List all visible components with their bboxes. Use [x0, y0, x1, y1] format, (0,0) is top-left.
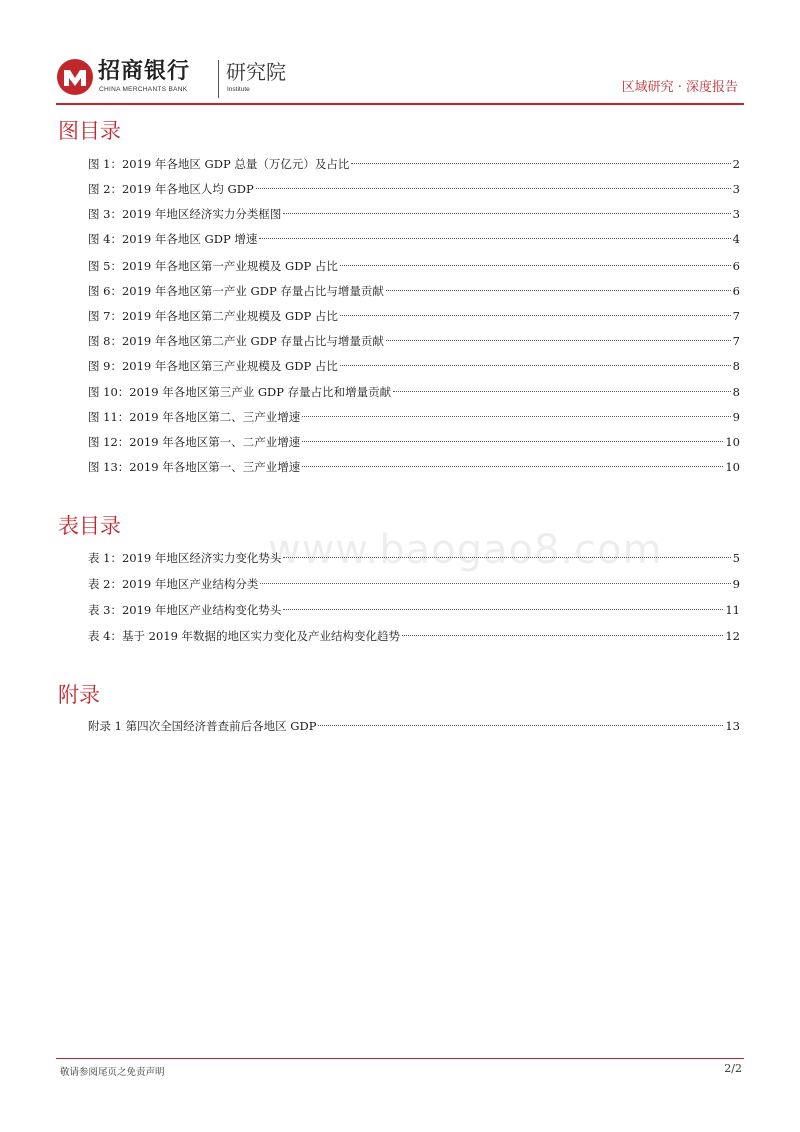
figures-toc-title: 图目录 — [58, 119, 121, 143]
toc-entry-label: 图 12：2019 年各地区第一、二产业增速 — [88, 435, 301, 449]
cmb-logo-icon — [56, 58, 94, 96]
report-type: 区域研究 · 深度报告 — [621, 80, 738, 95]
toc-entry-label: 图 2：2019 年各地区人均 GDP — [88, 182, 254, 196]
dot-leader — [256, 188, 731, 189]
toc-entry-page: 7 — [732, 309, 740, 323]
toc-entry-page: 12 — [725, 629, 740, 643]
toc-entry-page: 2 — [732, 157, 740, 171]
dot-leader — [260, 583, 730, 584]
figure-toc-entry[interactable] — [88, 332, 740, 350]
toc-entry-page: 7 — [732, 334, 740, 348]
figure-toc-entry[interactable] — [88, 282, 740, 300]
appendix-toc-title: 附录 — [58, 683, 100, 707]
footer-rule — [56, 1058, 744, 1059]
figure-toc-entry[interactable] — [88, 357, 740, 375]
dot-leader — [259, 238, 730, 239]
toc-entry-page: 9 — [732, 410, 740, 424]
toc-entry-page: 10 — [725, 435, 740, 449]
header-rule — [56, 103, 744, 105]
toc-entry-label: 图 8：2019 年各地区第二产业 GDP 存量占比与增量贡献 — [88, 334, 384, 348]
toc-entry-label: 图 4：2019 年各地区 GDP 增速 — [88, 232, 258, 246]
toc-entry-page: 6 — [732, 284, 740, 298]
dot-leader — [302, 466, 723, 467]
toc-entry-label: 表 3：2019 年地区产业结构变化势头 — [88, 603, 282, 617]
brand-name-en: CHINA MERCHANTS BANK — [99, 86, 188, 93]
dot-leader — [340, 265, 731, 266]
figure-toc-entry[interactable] — [88, 458, 740, 476]
figure-toc-entry[interactable] — [88, 433, 740, 451]
toc-entry-label: 图 1：2019 年各地区 GDP 总量（万亿元）及占比 — [88, 157, 350, 171]
figure-toc-entry[interactable] — [88, 307, 740, 325]
dot-leader — [283, 213, 730, 214]
figure-toc-entry[interactable] — [88, 408, 740, 426]
toc-entry-page: 9 — [732, 577, 740, 591]
institute-name: 研究院 — [226, 60, 286, 84]
dot-leader — [393, 391, 731, 392]
toc-entry-label: 图 6：2019 年各地区第一产业 GDP 存量占比与增量贡献 — [88, 284, 384, 298]
figure-toc-entry[interactable] — [88, 257, 740, 275]
appendix-toc-entry[interactable] — [88, 717, 740, 735]
dot-leader — [386, 340, 731, 341]
dot-leader — [402, 635, 723, 636]
dot-leader — [302, 416, 730, 417]
table-toc-entry[interactable] — [88, 549, 740, 567]
figure-toc-entry[interactable] — [88, 205, 740, 223]
toc-entry-page: 4 — [732, 232, 740, 246]
header-divider — [218, 60, 219, 98]
page-number: 2/2 — [724, 1062, 742, 1075]
table-toc-entry[interactable] — [88, 627, 740, 645]
toc-entry-page: 3 — [732, 207, 740, 221]
tables-toc-title: 表目录 — [58, 514, 121, 538]
toc-entry-label: 图 11：2019 年各地区第二、三产业增速 — [88, 410, 301, 424]
toc-entry-page: 6 — [732, 259, 740, 273]
table-toc-entry[interactable] — [88, 601, 740, 619]
toc-entry-page: 5 — [732, 551, 740, 565]
page-header — [56, 58, 744, 104]
toc-entry-label: 图 7：2019 年各地区第二产业规模及 GDP 占比 — [88, 309, 338, 323]
toc-entry-page: 8 — [732, 359, 740, 373]
figure-toc-entry[interactable] — [88, 155, 740, 173]
toc-entry-label: 图 5：2019 年各地区第一产业规模及 GDP 占比 — [88, 259, 338, 273]
toc-entry-page: 10 — [725, 460, 740, 474]
toc-entry-label: 表 2：2019 年地区产业结构分类 — [88, 577, 259, 591]
disclaimer-note: 敬请参阅尾页之免责声明 — [60, 1067, 165, 1078]
dot-leader — [386, 290, 731, 291]
dot-leader — [283, 609, 723, 610]
table-toc-entry[interactable] — [88, 575, 740, 593]
dot-leader — [283, 557, 730, 558]
dot-leader — [318, 725, 723, 726]
watermark: www.baogao8.com — [268, 527, 663, 573]
brand-name: 招商银行 — [98, 59, 191, 84]
toc-entry-page: 13 — [725, 719, 740, 733]
toc-entry-label: 图 10：2019 年各地区第三产业 GDP 存量占比和增量贡献 — [88, 385, 392, 399]
dot-leader — [340, 365, 731, 366]
toc-entry-page: 8 — [732, 385, 740, 399]
dot-leader — [340, 315, 731, 316]
toc-entry-label: 图 13：2019 年各地区第一、三产业增速 — [88, 460, 301, 474]
toc-entry-page: 11 — [725, 603, 740, 617]
toc-entry-label: 图 3：2019 年地区经济实力分类框图 — [88, 207, 282, 221]
dot-leader — [351, 163, 730, 164]
toc-entry-label: 图 9：2019 年各地区第三产业规模及 GDP 占比 — [88, 359, 338, 373]
figure-toc-entry[interactable] — [88, 180, 740, 198]
toc-entry-label: 表 4：基于 2019 年数据的地区实力变化及产业结构变化趋势 — [88, 629, 401, 643]
figure-toc-entry[interactable] — [88, 383, 740, 401]
dot-leader — [302, 441, 723, 442]
institute-name-en: Institute — [227, 86, 250, 93]
toc-entry-label: 附录 1 第四次全国经济普查前后各地区 GDP — [88, 719, 317, 733]
toc-entry-label: 表 1：2019 年地区经济实力变化势头 — [88, 551, 282, 565]
figure-toc-entry[interactable] — [88, 230, 740, 248]
toc-entry-page: 3 — [732, 182, 740, 196]
